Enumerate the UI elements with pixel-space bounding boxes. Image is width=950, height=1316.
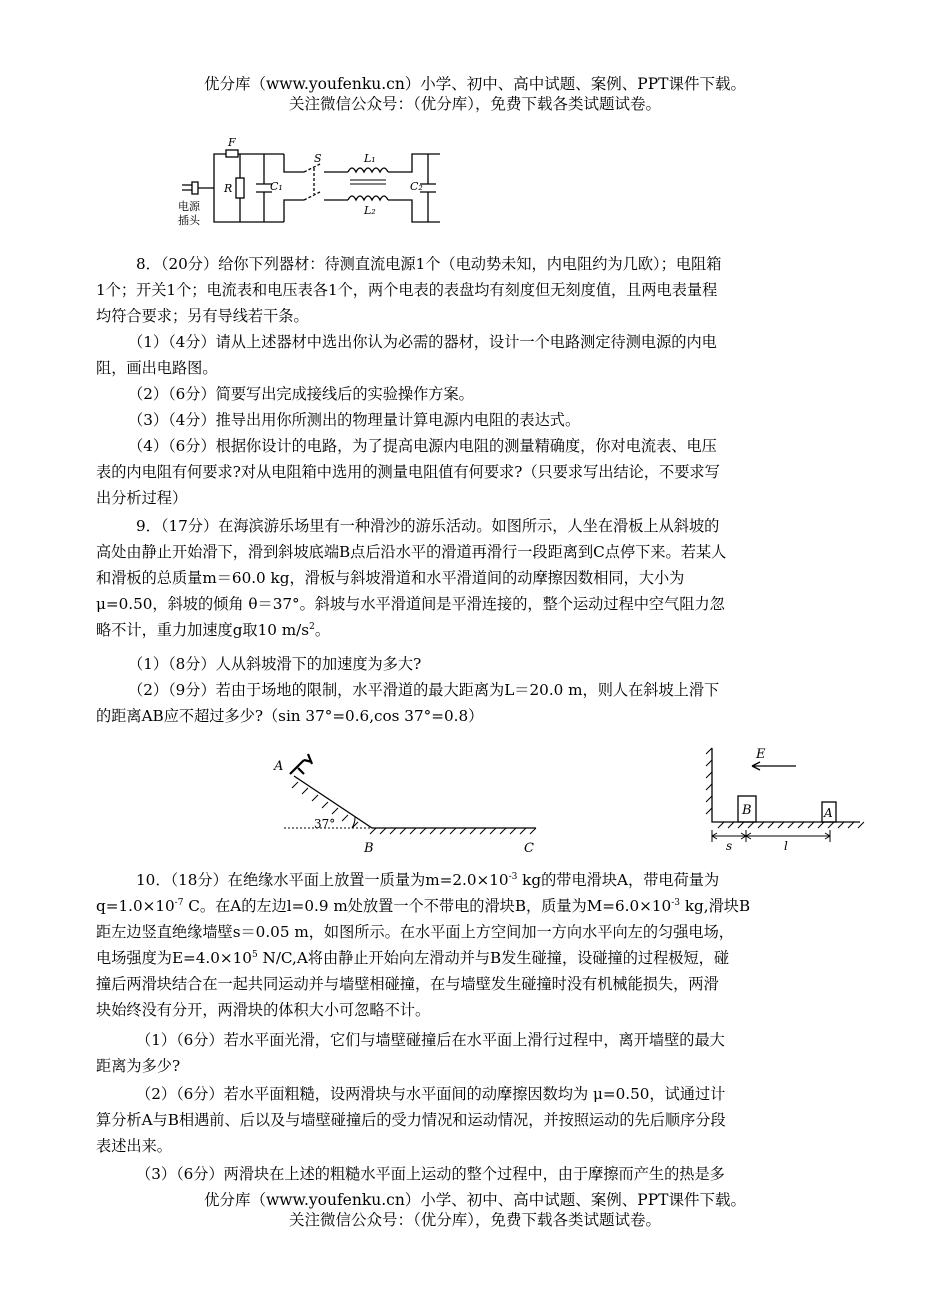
q8-part4-line3: 出分析过程） xyxy=(96,489,188,507)
circuit-label-S: S xyxy=(314,152,322,165)
circuit-label-L1: L₁ xyxy=(364,152,376,165)
q8-line1: 8．（20分）给你下列器材：待测直流电源1个（电动势未知，内电阻约为几欧）；电阻箱 xyxy=(136,255,722,273)
q10-part1-line1: （1）（6分）若水平面光滑，它们与墙壁碰撞后在水平面上滑行过程中，离开墙壁的最大 xyxy=(136,1031,725,1049)
q9-part2-line2: 的距离AB应不超过多少?（sin 37°=0.6,cos 37°=0.8） xyxy=(96,707,484,725)
q10-line1: 10．（18分）在绝缘水平面上放置一质量为$m=2.0\times 10^{-3}$ kg的带电滑块A，带电荷量为 xyxy=(136,871,720,889)
circuit-label-plug1: 电源 xyxy=(178,200,200,213)
field-figure xyxy=(700,742,866,854)
slope-label-B: B xyxy=(364,841,374,856)
field-label-B: B xyxy=(742,803,752,818)
circuit-label-plug2: 插头 xyxy=(178,214,200,227)
circuit-label-R: R xyxy=(224,182,233,195)
circuit-label-C1: C₁ xyxy=(270,180,283,193)
q9-line3: 和滑板的总质量m＝60.0 kg，滑板与斜坡滑道和水平滑道间的动摩擦因数相同，大小为 xyxy=(96,569,685,587)
q10-part1-line2: 距离为多少? xyxy=(96,1057,181,1075)
field-label-s: s xyxy=(726,839,733,853)
circuit-diagram xyxy=(178,132,458,232)
page-footer-line1: 优分库（www.youfenku.cn）小学、初中、高中试题、案例、PPT课件下载。 xyxy=(203,1191,747,1209)
field-label-A: A xyxy=(824,806,833,820)
q8-part2: （2）（6分）简要写出完成接线后的实验操作方案。 xyxy=(128,385,474,403)
field-label-E: E xyxy=(756,747,766,762)
q10-line6: 块始终没有分开，两滑块的体积大小可忽略不计。 xyxy=(96,1001,431,1019)
q10-part2-line1: （2）（6分）若水平面粗糙，设两滑块与水平面间的动摩擦因数均为 μ=0.50，试通过计 xyxy=(136,1085,726,1103)
q10-part3-line1: （3）（6分）两滑块在上述的粗糙水平面上运动的整个过程中，由于摩擦而产生的热是多 xyxy=(136,1165,725,1183)
circuit-label-C2: C₂ xyxy=(410,180,423,193)
page-footer-line2: 关注微信公众号：（优分库），免费下载各类试题试卷。 xyxy=(288,1211,661,1229)
q8-part1-line1: （1）（4分）请从上述器材中选出你认为必需的器材，设计一个电路测定待测电源的内电 xyxy=(128,333,717,351)
q9-line2: 高处由静止开始滑下，滑到斜坡底端B点后沿水平的滑道再滑行一段距离到C点停下来。若某人 xyxy=(96,543,727,561)
q9-line1: 9．（17分）在海滨游乐场里有一种滑沙的游乐活动。如图所示，人坐在滑板上从斜坡的 xyxy=(136,517,720,535)
q10-part2-line3: 表述出来。 xyxy=(96,1137,172,1155)
q10-line3: 距左边竖直绝缘墙壁s＝0.05 m，如图所示。在水平面上方空间加一方向水平向左的匀强电场， xyxy=(96,923,734,941)
q9-part1: （1）（8分）人从斜坡滑下的加速度为多大? xyxy=(128,655,422,673)
field-label-l: l xyxy=(784,839,788,853)
circuit-label-F: F xyxy=(228,136,236,149)
q8-part4-line2: 表的内电阻有何要求?对从电阻箱中选用的测量电阻值有何要求?（只要求写出结论，不要求写 xyxy=(96,463,720,481)
q10-part2-line2: 算分析A与B相遇前、后以及与墙壁碰撞后的受力情况和运动情况，并按照运动的先后顺序分段 xyxy=(96,1111,726,1129)
q9-part2-line1: （2）（9分）若由于场地的限制，水平滑道的最大距离为L＝20.0 m，则人在斜坡上滑下 xyxy=(128,681,720,699)
q10-line4: 电场强度为$E=4.0\times 10^5$ N/C,A将由静止开始向左滑动并与B发生碰撞，设碰撞的过程极短，碰 xyxy=(96,949,730,967)
page-header-line1: 优分库（www.youfenku.cn）小学、初中、高中试题、案例、PPT课件下载。 xyxy=(203,75,747,93)
slope-figure xyxy=(268,748,558,858)
circuit-label-L2: L₂ xyxy=(364,204,376,217)
q10-line5: 撞后两滑块结合在一起共同运动并与墙壁相碰撞，在与墙壁发生碰撞时没有机械能损失，两滑 xyxy=(96,975,719,993)
q9-line5: 略不计，重力加速度g取10 $m/s^2$。 xyxy=(96,621,330,639)
q8-part4-line1: （4）（6分）根据你设计的电路，为了提高电源内电阻的测量精确度，你对电流表、电压 xyxy=(128,437,717,455)
q8-line2: 1个；开关1个；电流表和电压表各1个，两个电表的表盘均有刻度但无刻度值，且两电表量程 xyxy=(96,281,718,299)
q8-line3: 均符合要求；另有导线若干条。 xyxy=(96,307,309,325)
q8-part3: （3）（4分）推导出用你所测出的物理量计算电源内电阻的表达式。 xyxy=(128,411,581,429)
slope-label-A: A xyxy=(274,759,284,774)
q9-line4: μ=0.50，斜坡的倾角 θ＝37°。斜坡与水平滑道间是平滑连接的，整个运动过程中空气阻力忽 xyxy=(96,595,725,613)
slope-label-C: C xyxy=(524,841,534,856)
page-header-line2: 关注微信公众号：（优分库），免费下载各类试题试卷。 xyxy=(288,95,661,113)
slope-label-angle: 37° xyxy=(314,817,336,831)
q8-part1-line2: 阻，画出电路图。 xyxy=(96,359,218,377)
q10-line2: $q=1.0\times 10^{-7}$ C。在A的左边l=0.9 m处放置一个不带电的滑块B，质量为$M=6.0\times 10^{-3}$ kg,滑块B xyxy=(96,897,751,915)
